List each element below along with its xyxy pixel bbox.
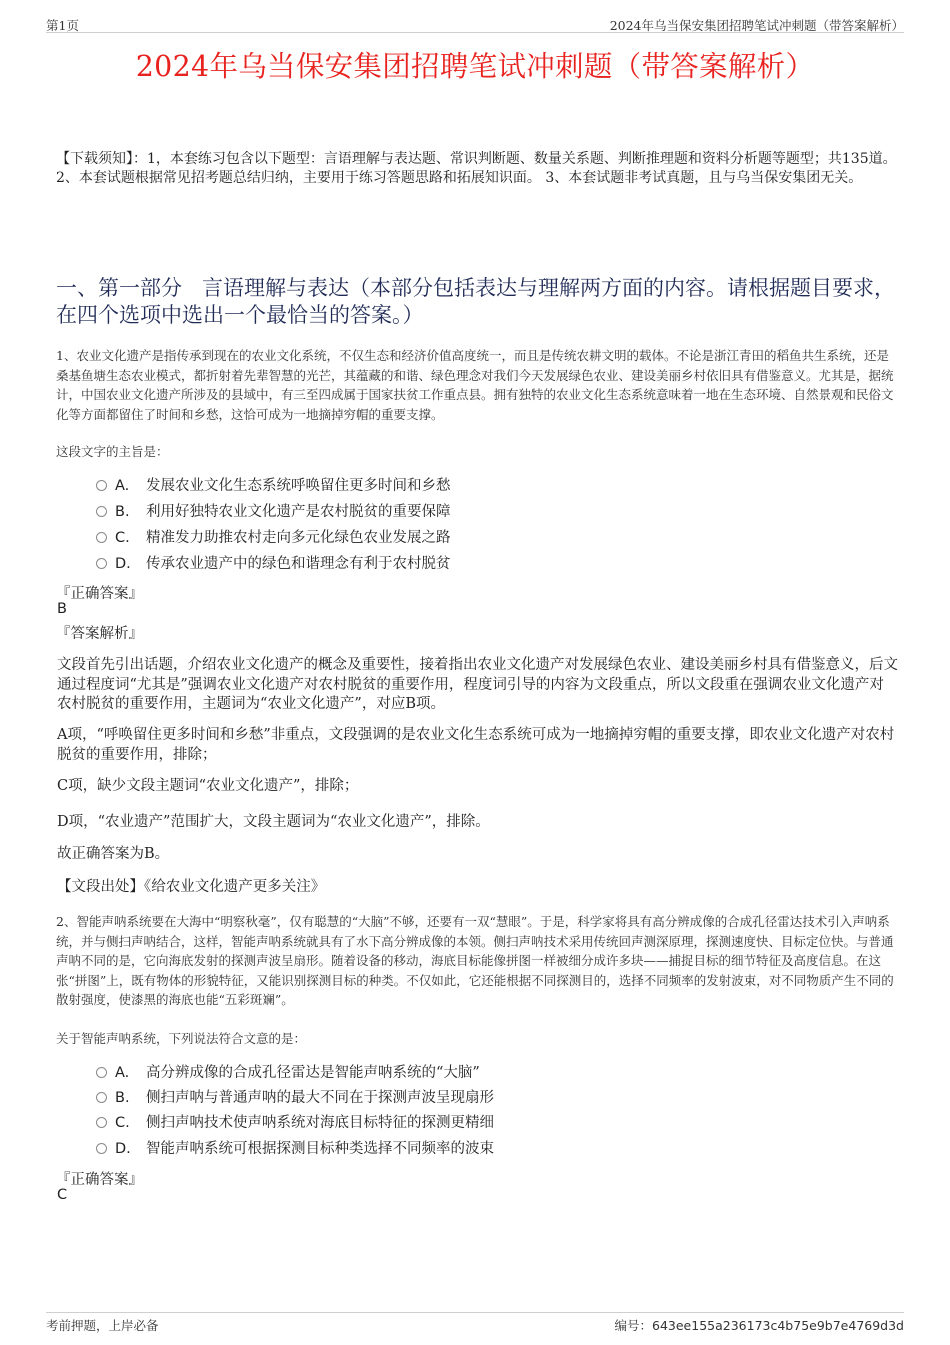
- page-title: 2024年乌当保安集团招聘笔试冲刺题（带答案解析）: [135, 50, 815, 83]
- code-value: 643ee155a236173c4b75e9b7e4769d3d: [652, 1318, 904, 1333]
- option-letter: A.: [115, 1065, 130, 1081]
- option-letter: D.: [115, 1141, 131, 1157]
- q1-source: 【文段出处】《给农业文化遗产更多关注》: [57, 879, 326, 895]
- footer-slogan: 考前押题，上岸必备: [46, 1318, 159, 1333]
- header-doc-title: 2024年乌当保安集团招聘笔试冲刺题（带答案解析）: [609, 18, 904, 33]
- option-letter: C.: [115, 530, 130, 546]
- option-letter: B.: [115, 1090, 130, 1106]
- q1-analysis-summary: 文段首先引出话题，介绍农业文化遗产的概念及重要性，接着指出农业文化遗产对发展绿色农业、建设美丽乡村具有借鉴意义，后文通过程度词“尤其是”强调农业文化遗产对农村脱贫的重要作用，程度词引导的内容为文段重点，所以文段重在强调农业文化遗产对农村脱贫的重要作用，主题词为“农业文化遗产”，对应B项。: [57, 657, 898, 712]
- page-footer: [46, 1312, 904, 1331]
- option-text: 高分辨成像的合成孔径雷达是智能声呐系统的“大脑”: [146, 1065, 480, 1081]
- q1-correct-answer-label: 『正确答案』: [56, 586, 143, 602]
- option-text: 智能声呐系统可根据探测目标种类选择不同频率的波束: [146, 1141, 494, 1157]
- radio-icon[interactable]: [96, 480, 107, 491]
- q1-correct-answer: B: [57, 601, 67, 617]
- q1-passage: 1、农业文化遗产是指传承到现在的农业文化系统，不仅生态和经济价值高度统一，而且是传统农耕文明的载体。不论是浙江青田的稻鱼共生系统，还是桑基鱼塘生态农业模式，都折射着先辈智慧的光芒，其蕴藏的和谐、绿色理念对我们今天发展绿色农业、建设美丽乡村依旧具有借鉴意义。尤其是，据统计，中国农业文化遗产所涉及的县域中，有三至四成属于国家扶贫工作重点县。拥有独特的农业文化生态系统意味着一地在生态环境、自然景观和民俗文化等方面都留住了时间和乡愁，这恰可成为一地摘掉穷帽的重要支撑。: [56, 348, 894, 422]
- radio-icon[interactable]: [96, 1117, 107, 1128]
- option-text: 传承农业遗产中的绿色和谐理念有利于农村脱贫: [146, 556, 451, 572]
- radio-icon[interactable]: [96, 558, 107, 569]
- download-notice: 【下载须知】：1，本套练习包含以下题型：言语理解与表达题、常识判断题、数量关系题、判断推理题和资料分析题等题型；共135道。 2、本套试题根据常见招考题总结归纳，主要用于练习答题思路和拓展知识面。 3、本套试题非考试真题，且与乌当保安集团无关。: [56, 151, 897, 186]
- q2-option-a[interactable]: [96, 1063, 480, 1083]
- option-text: 发展农业文化生态系统呼唤留住更多时间和乡愁: [146, 478, 451, 494]
- radio-icon[interactable]: [96, 1143, 107, 1154]
- option-letter: C.: [115, 1115, 130, 1131]
- q1-analysis-conclusion: 故正确答案为B。: [57, 846, 170, 862]
- q2-option-b[interactable]: [96, 1088, 494, 1108]
- radio-icon[interactable]: [96, 532, 107, 543]
- option-letter: A.: [115, 478, 130, 494]
- q1-analysis-label: 『答案解析』: [56, 626, 143, 642]
- option-text: 侧扫声呐技术使声呐系统对海底目标特征的探测更精细: [146, 1115, 494, 1131]
- option-text: 精准发力助推农村走向多元化绿色农业发展之路: [146, 530, 451, 546]
- q1-option-a[interactable]: [96, 476, 451, 496]
- q2-correct-answer: C: [57, 1187, 68, 1203]
- q2-option-d[interactable]: [96, 1139, 494, 1159]
- section-number: 一、第一部分: [56, 276, 182, 300]
- radio-icon[interactable]: [96, 1092, 107, 1103]
- radio-icon[interactable]: [96, 506, 107, 517]
- code-label: 编号：: [614, 1318, 652, 1333]
- option-letter: D.: [115, 556, 131, 572]
- q2-passage: 2、智能声呐系统要在大海中“明察秋毫”，仅有聪慧的“大脑”不够，还要有一双“慧眼”。于是，科学家将具有高分辨成像的合成孔径雷达技术引入声呐系统，并与侧扫声呐结合，这样，智能声呐系统就具有了水下高分辨成像的本领。侧扫声呐技术采用传统回声测深原理，探测速度快、目标定位快。与普通声呐不同的是，它向海底发射的探测声波呈扇形。随着设备的移动，海底目标能像拼图一样被细分成许多块——捕捉目标的细节特征及高度信息。在这张“拼图”上，既有物体的形貌特征，又能识别探测目标的种类。不仅如此，它还能根据不同探测目的，选择不同频率的发射波束，对不同物质产生不同的散射强度，使漆黑的海底也能“五彩斑斓”。: [56, 914, 894, 1007]
- footer-code: [614, 1316, 904, 1334]
- q1-analysis-a: A项，“呼唤留住更多时间和乡愁”非重点，文段强调的是农业文化生态系统可成为一地摘掉穷帽的重要支撑，即农业文化遗产对农村脱贫的重要作用，排除；: [57, 727, 895, 763]
- radio-icon[interactable]: [96, 1067, 107, 1078]
- q1-analysis-c: C项，缺少文段主题词“农业文化遗产”，排除；: [57, 778, 359, 794]
- section-heading: [56, 275, 904, 329]
- q1-analysis-d: D项，“农业遗产”范围扩大，文段主题词为“农业文化遗产”，排除。: [57, 814, 490, 830]
- option-text: 侧扫声呐与普通声呐的最大不同在于探测声波呈现扇形: [146, 1090, 494, 1106]
- q2-option-c[interactable]: [96, 1113, 494, 1133]
- q1-question: 这段文字的主旨是：: [56, 444, 169, 459]
- q1-option-b[interactable]: [96, 502, 451, 522]
- option-letter: B.: [115, 504, 130, 520]
- section-description: 言语理解与表达（本部分包括表达与理解两方面的内容。请根据题目要求，在四个选项中选出一个最恰当的答案。）: [56, 276, 895, 327]
- q1-option-c[interactable]: [96, 528, 451, 548]
- q2-correct-answer-label: 『正确答案』: [56, 1172, 143, 1188]
- page-header: [46, 14, 904, 33]
- q1-option-d[interactable]: [96, 554, 451, 574]
- q2-question: 关于智能声呐系统，下列说法符合文意的是：: [56, 1031, 307, 1046]
- option-text: 利用好独特农业文化遗产是农村脱贫的重要保障: [146, 504, 451, 520]
- page-number: 第1页: [46, 18, 79, 33]
